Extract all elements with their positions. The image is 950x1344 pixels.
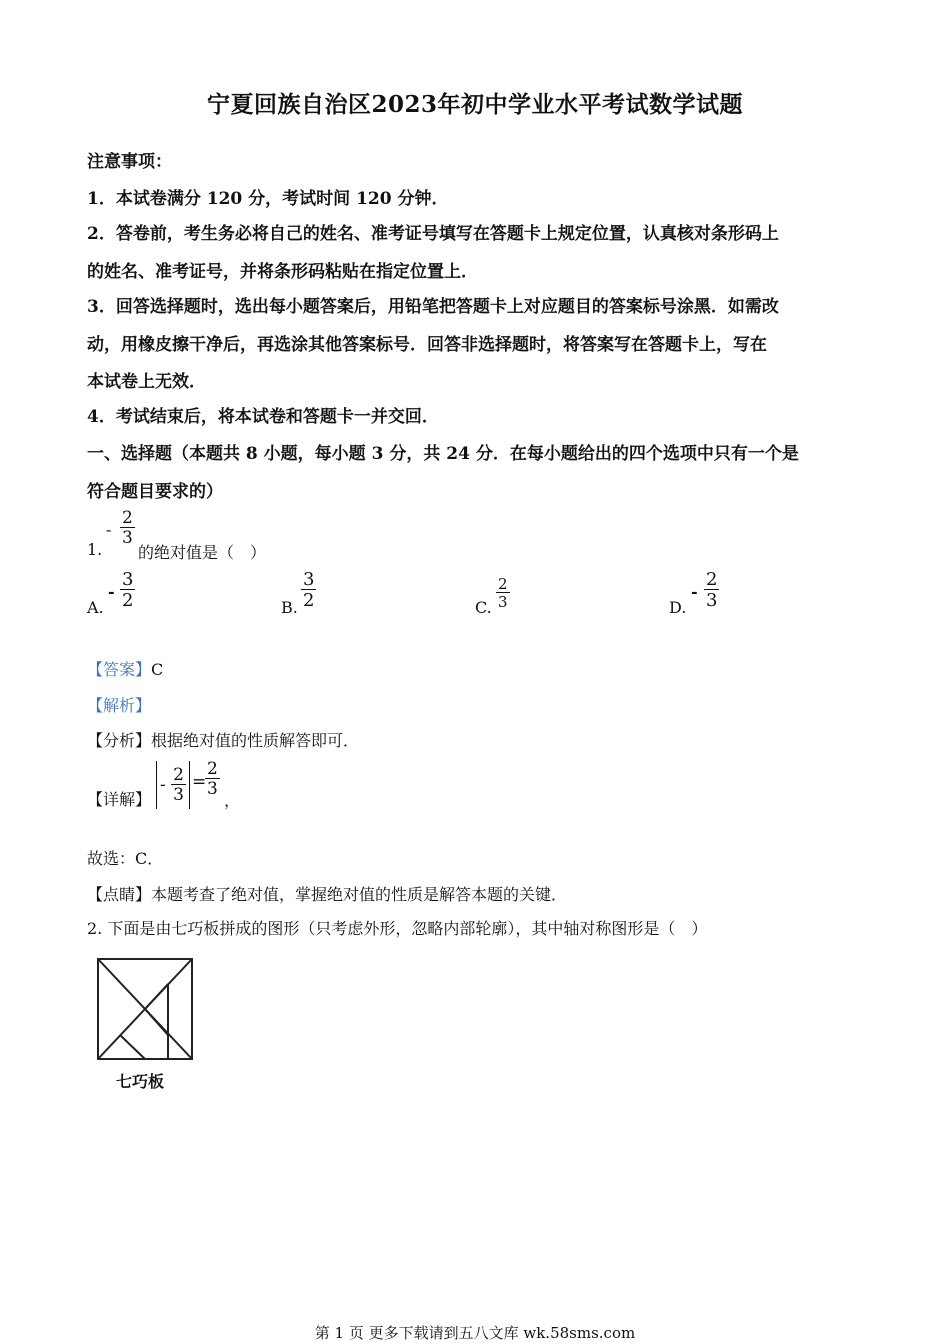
section-heading-line-2: 符合题目要求的） xyxy=(87,482,223,502)
q1-fraction-denominator: 3 xyxy=(122,528,133,548)
option-c-denominator: 3 xyxy=(498,593,508,611)
detail-comma: ， xyxy=(224,791,241,810)
option-c-fraction xyxy=(496,577,510,610)
option-a-sign: - xyxy=(108,582,115,601)
option-b-denominator: 2 xyxy=(303,590,315,611)
option-a-denominator: 2 xyxy=(122,590,134,611)
analysis-label: 【解析】 xyxy=(87,696,152,715)
detail-minus: - xyxy=(160,775,166,795)
tangram-figure xyxy=(94,955,196,1061)
fenxi-line xyxy=(87,728,359,751)
q2-text: 2. 下面是由七巧板拼成的图形（只考虑外形，忽略内部轮廓），其中轴对称图形是（ ） xyxy=(87,919,708,938)
option-d-denominator: 3 xyxy=(706,590,718,611)
dianjing-label: 【点睛】 xyxy=(87,885,152,904)
detail-abs-value xyxy=(156,761,190,809)
section-heading-line-1: 一、选择题（本题共 8 小题，每小题 3 分，共 24 分．在每小题给出的四个选项中只有一个是 xyxy=(87,444,799,464)
q1-fraction xyxy=(120,510,135,547)
option-c-label[interactable]: C. xyxy=(475,598,492,617)
q1-fraction-numerator: 2 xyxy=(122,508,133,528)
fenxi-text: 根据绝对值的性质解答即可． xyxy=(151,731,360,750)
note-1: 1．本试卷满分 120 分，考试时间 120 分钟． xyxy=(87,189,449,209)
answer-line xyxy=(87,657,163,680)
detail-equals: = xyxy=(192,772,207,792)
answer-value: C xyxy=(151,660,164,679)
tangram-line-inner-1 xyxy=(145,984,168,1009)
detail-denominator-2: 3 xyxy=(207,779,218,799)
choose-line: 故选：C． xyxy=(87,849,164,868)
q1-number: 1. xyxy=(87,540,103,559)
detail-denominator-1: 3 xyxy=(173,785,184,805)
page-footer: 第 1 页 更多下载请到五八文库 wk.58sms.com xyxy=(314,1324,636,1342)
dianjing-text: 本题考查了绝对值，掌握绝对值的性质是解答本题的关键． xyxy=(151,885,568,904)
note-3-line-1: 3．回答选择题时，选出每小题答案后，用铅笔把答题卡上对应题目的答案标号涂黑．如需改 xyxy=(87,297,779,317)
answer-label: 【答案】 xyxy=(87,660,152,679)
q1-text: 的绝对值是（ ） xyxy=(138,543,267,562)
option-d-label[interactable]: D. xyxy=(669,598,687,617)
option-a-numerator: 3 xyxy=(122,569,134,590)
option-a-fraction xyxy=(120,571,135,610)
option-b-label[interactable]: B. xyxy=(281,598,298,617)
detail-numerator-1: 2 xyxy=(173,765,184,785)
option-d-fraction xyxy=(704,571,719,610)
note-2-line-2: 的姓名、准考证号，并将条形码粘贴在指定位置上． xyxy=(87,262,478,282)
detail-result-fraction xyxy=(205,761,220,798)
option-d-sign: - xyxy=(691,582,698,601)
fenxi-label: 【分析】 xyxy=(87,731,152,750)
page-title: 宁夏回族自治区2023年初中学业水平考试数学试题 xyxy=(206,91,743,118)
tangram-line-inner-3 xyxy=(145,1009,168,1035)
option-c-numerator: 2 xyxy=(498,575,508,593)
dianjing-line xyxy=(87,882,567,905)
note-2-line-1: 2．答卷前，考生务必将自己的姓名、准考证号填写在答题卡上规定位置，认真核对条形码上 xyxy=(87,224,779,244)
note-4: 4．考试结束后，将本试卷和答题卡一并交回． xyxy=(87,407,439,427)
figure-caption: 七巧板 xyxy=(116,1072,165,1091)
note-3-line-3: 本试卷上无效． xyxy=(87,372,206,392)
option-b-fraction xyxy=(301,571,316,610)
notes-heading: 注意事项： xyxy=(87,152,172,172)
detail-label: 【详解】 xyxy=(87,790,152,809)
detail-numerator-2: 2 xyxy=(207,759,218,779)
option-d-numerator: 2 xyxy=(706,569,718,590)
option-b-numerator: 3 xyxy=(303,569,315,590)
option-a-label[interactable]: A. xyxy=(87,598,104,617)
tangram-line-inner-2 xyxy=(120,1035,145,1059)
q1-minus: - xyxy=(106,520,112,539)
note-3-line-2: 动，用橡皮擦干净后，再选涂其他答案标号．回答非选择题时，将答案写在答题卡上，写在 xyxy=(87,335,767,355)
